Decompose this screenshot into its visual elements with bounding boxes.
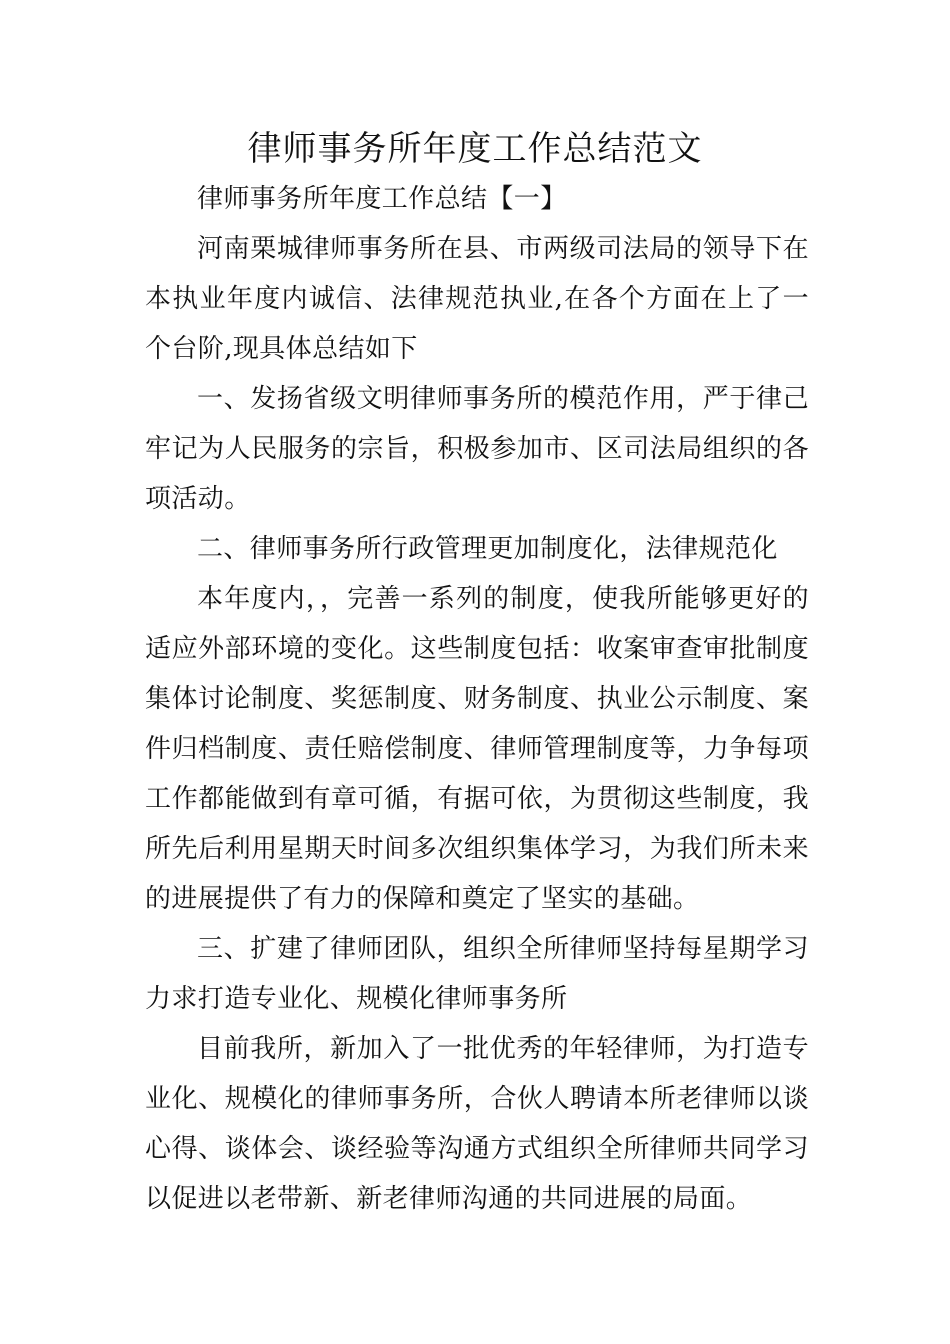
- paragraph-subtitle: 律师事务所年度工作总结【一】: [197, 184, 567, 214]
- paragraph-section-1: 一、发扬省级文明律师事务所的模范作用，严于律己牢记为人民服务的宗旨，积极参加市、区司法局组织的各项活动。: [145, 384, 809, 514]
- paragraph-section-3-heading: 三、扩建了律师团队，组织全所律师坚持每星期学习力求打造专业化、规模化律师事务所: [145, 934, 809, 1014]
- paragraph-section-2-body: 本年度内，，完善一系列的制度，使我所能够更好的适应外部环境的变化。这些制度包括：收案审查审批制度集体讨论制度、奖惩制度、财务制度、执业公示制度、案件归档制度、责任赔偿制度、律师管理制度等，力争每项工作都能做到有章可循，有据可依，为贯彻这些制度，我所先后利用星期天时间多次组织集体学习，为我们所未来的进展提供了有力的保障和奠定了坚实的基础。: [145, 584, 809, 914]
- paragraph-section-3-body: 目前我所，新加入了一批优秀的年轻律师，为打造专业化、规模化的律师事务所，合伙人聘请本所老律师以谈心得、谈体会、谈经验等沟通方式组织全所律师共同学习以促进以老带新、新老律师沟通的共同进展的局面。: [145, 1034, 809, 1214]
- document-title: 律师事务所年度工作总结范文: [247, 129, 703, 169]
- paragraph-section-2-heading: 二、律师事务所行政管理更加制度化，法律规范化: [197, 534, 778, 564]
- paragraph-intro: 河南栗城律师事务所在县、市两级司法局的领导下在本执业年度内诚信、法律规范执业,在各个方面在上了一个台阶,现具体总结如下: [145, 234, 809, 364]
- document-body: [145, 174, 809, 1224]
